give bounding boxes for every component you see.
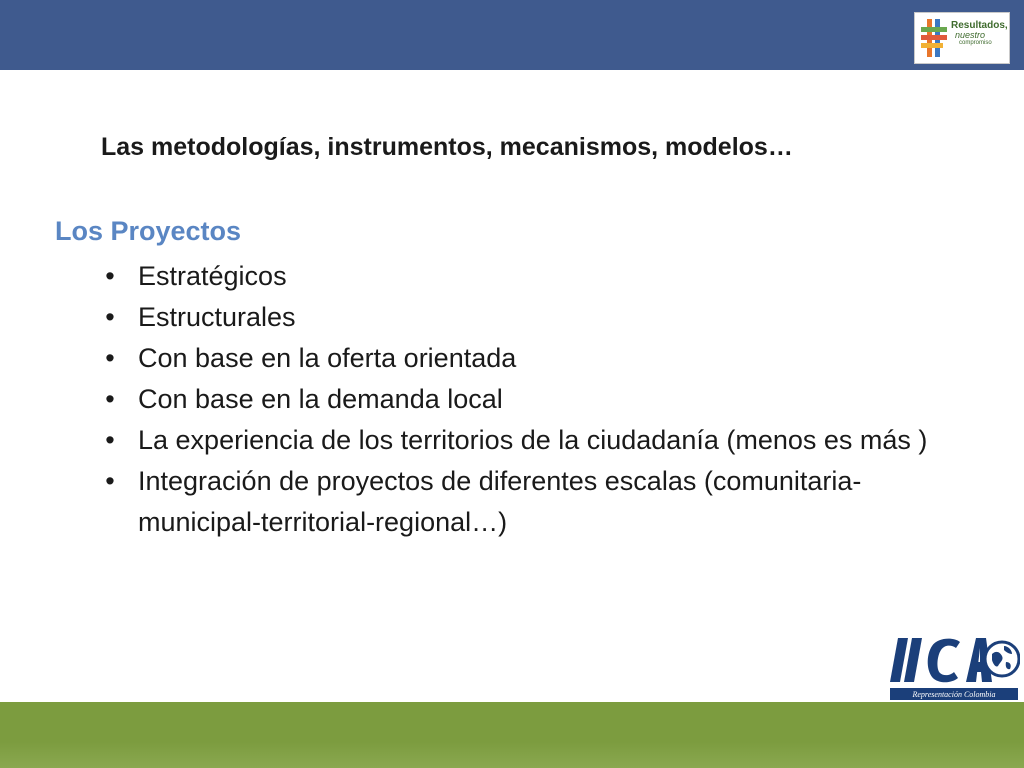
bottom-footer-bar — [0, 702, 1024, 768]
bullet-text: Con base en la demanda local — [138, 384, 503, 414]
iica-subtitle: Representación Colombia — [912, 690, 996, 699]
bullet-text: Integración de proyectos de diferentes escalas (comunitaria-municipal-territorial-regional…) — [138, 466, 862, 537]
iica-logo-mark — [890, 638, 992, 682]
top-header-bar — [0, 0, 1024, 70]
resultados-logo-text — [951, 21, 1007, 46]
resultados-logo — [914, 12, 1010, 64]
bullet-dot: • — [105, 425, 115, 455]
bullet-text: Estructurales — [138, 302, 296, 332]
bullet-dot: • — [105, 302, 115, 332]
bullet-dot: • — [105, 384, 115, 414]
bullet-item — [100, 379, 930, 420]
bullet-item — [100, 256, 930, 297]
bullet-item — [100, 338, 930, 379]
iica-logo — [888, 632, 1020, 702]
bullet-item — [100, 420, 930, 461]
bullet-text: La experiencia de los territorios de la ciudadanía (menos es más ) — [138, 425, 928, 455]
bullet-text: Con base en la oferta orientada — [138, 343, 517, 373]
bullet-item — [100, 297, 930, 338]
slide-heading: Las metodologías, instrumentos, mecanismos, modelos… — [101, 133, 793, 161]
bullet-list — [100, 256, 930, 543]
section-title: Los Proyectos — [55, 216, 242, 246]
bullet-text: Estratégicos — [138, 261, 287, 291]
bullet-item — [100, 461, 930, 543]
bullet-dot: • — [105, 466, 115, 496]
logo-line-2: nuestro — [955, 30, 986, 40]
bullet-dot: • — [105, 261, 115, 291]
logo-line-1: Resultados, — [951, 20, 1008, 31]
bullet-dot: • — [105, 343, 115, 373]
resultados-logo-icon — [919, 17, 951, 61]
logo-line-3: compromiso — [959, 40, 992, 46]
